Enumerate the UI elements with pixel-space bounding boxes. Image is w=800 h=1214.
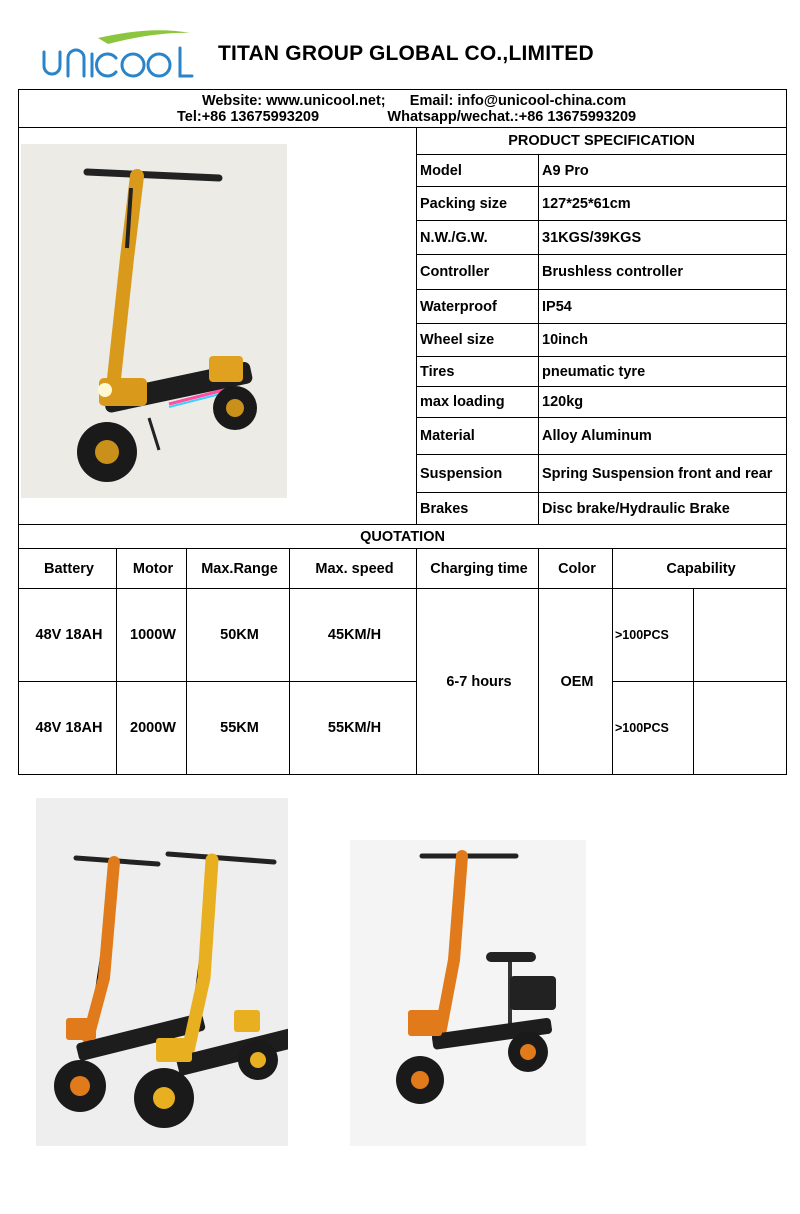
- whatsapp-text: Whatsapp/wechat.:+86 13675993209: [387, 108, 637, 125]
- quotation-row: [19, 589, 787, 682]
- spec-label: Controller: [417, 255, 539, 290]
- color-value: OEM: [539, 589, 613, 775]
- row-battery: 48V 18AH: [19, 682, 117, 775]
- spec-value: A9 Pro: [539, 155, 787, 187]
- spec-value: pneumatic tyre: [539, 357, 787, 387]
- logo-swoosh: [98, 30, 190, 44]
- contact-row: [19, 90, 787, 128]
- spec-value: Disc brake/Hydraulic Brake: [539, 493, 787, 525]
- spec-value: Alloy Aluminum: [539, 418, 787, 455]
- row-battery: 48V 18AH: [19, 589, 117, 682]
- quotation-title: QUOTATION: [19, 525, 787, 549]
- spec-label: Wheel size: [417, 324, 539, 357]
- empty-cell: [694, 589, 787, 682]
- spec-label: N.W./G.W.: [417, 221, 539, 255]
- photo-backdrop: [21, 144, 287, 498]
- header-speed: Max. speed: [290, 549, 417, 589]
- row-speed: 45KM/H: [290, 589, 417, 682]
- charging-time-value: 6-7 hours: [417, 589, 539, 775]
- spec-label: Suspension: [417, 455, 539, 493]
- tel-text: Tel:+86 13675993209: [177, 108, 320, 125]
- spec-value: Spring Suspension front and rear: [539, 455, 787, 493]
- header-charging-time: Charging time: [417, 549, 539, 589]
- row-range: 55KM: [187, 682, 290, 775]
- spec-title: PRODUCT SPECIFICATION: [417, 128, 787, 155]
- two-scooters-photo: [36, 798, 288, 1146]
- empty-cell: [694, 682, 787, 775]
- header-capability: Capability: [613, 549, 787, 589]
- company-name: TITAN GROUP GLOBAL CO.,LIMITED: [218, 42, 594, 65]
- row-motor: 1000W: [117, 589, 187, 682]
- header-range: Max.Range: [187, 549, 290, 589]
- spec-label: max loading: [417, 387, 539, 418]
- email-text: Email: info@unicool-china.com: [409, 92, 627, 109]
- spec-value: 127*25*61cm: [539, 187, 787, 221]
- website-text: Website: www.unicool.net;: [201, 92, 386, 109]
- scooter-photo: [19, 128, 291, 498]
- unicool-logo: [38, 28, 198, 84]
- quotation-row: [19, 682, 787, 775]
- logo-letters: [44, 48, 192, 76]
- header-battery: Battery: [19, 549, 117, 589]
- spec-label: Material: [417, 418, 539, 455]
- header-color: Color: [539, 549, 613, 589]
- row-capability: >100PCS: [613, 589, 694, 682]
- spec-label: Packing size: [417, 187, 539, 221]
- quotation-header-row: [19, 549, 787, 589]
- row-speed: 55KM/H: [290, 682, 417, 775]
- spec-value: 31KGS/39KGS: [539, 221, 787, 255]
- spec-label: Tires: [417, 357, 539, 387]
- row-range: 50KM: [187, 589, 290, 682]
- row-motor: 2000W: [117, 682, 187, 775]
- spec-label: Model: [417, 155, 539, 187]
- spec-label: Brakes: [417, 493, 539, 525]
- spec-value: 10inch: [539, 324, 787, 357]
- product-photo-cell: [19, 128, 417, 525]
- spec-value: Brushless controller: [539, 255, 787, 290]
- spec-sheet-table: [18, 89, 787, 775]
- spec-value: IP54: [539, 290, 787, 324]
- spec-label: Waterproof: [417, 290, 539, 324]
- row-capability: >100PCS: [613, 682, 694, 775]
- scooter-with-seat-photo: [350, 840, 586, 1146]
- header-motor: Motor: [117, 549, 187, 589]
- spec-value: 120kg: [539, 387, 787, 418]
